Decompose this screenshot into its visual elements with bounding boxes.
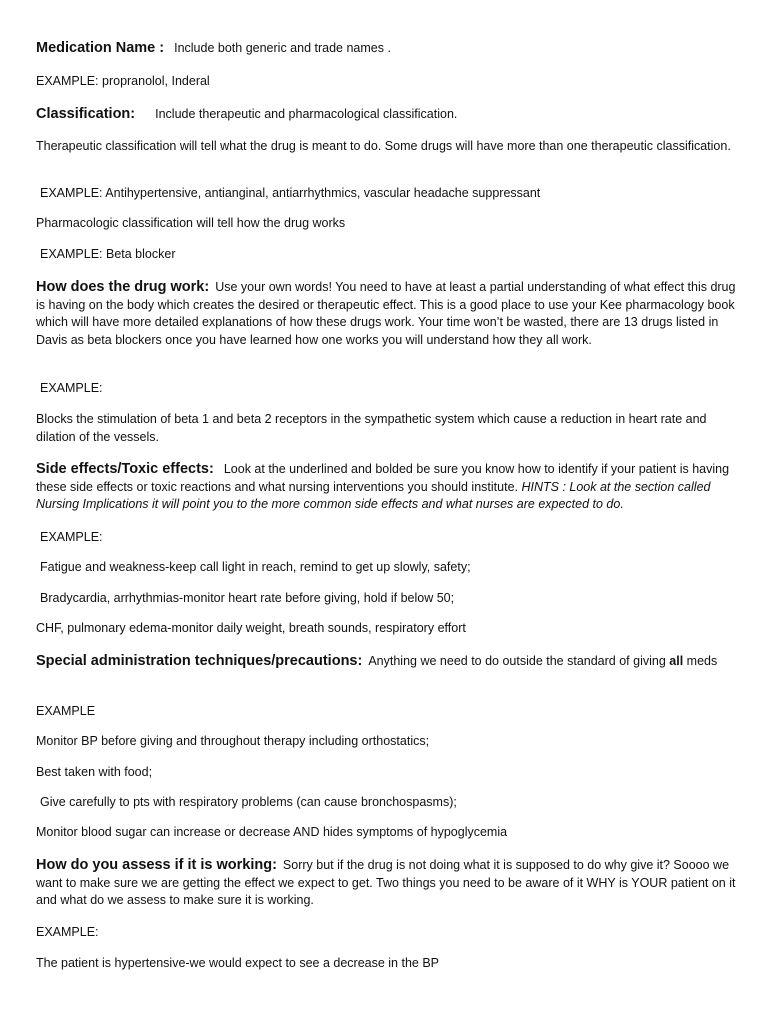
assess-section xyxy=(36,857,736,910)
side-effect-item: Bradycardia, arrhythmias-monitor heart rate before giving, hold if below 50; xyxy=(40,591,455,605)
medication-name-colon: : xyxy=(155,40,165,56)
special-administration-item: Best taken with food; xyxy=(36,765,153,779)
side-effects-text: Look at the underlined and bolded be sure you know how to identify if your patient is having these side effects or toxic reactions and what nursing interventions you should institute. xyxy=(36,462,730,494)
side-effects-hint: HINTS : Look at the section called Nursing Implications it will point you to the more common side effects and what nurses are expected to do. xyxy=(36,479,711,511)
therapeutic-classification-text: Therapeutic classification will tell what the drug is meant to do. Some drugs will have more than one therapeutic classification. xyxy=(36,139,731,153)
medication-name-heading: Medication Name xyxy=(36,40,156,56)
special-administration-item: Give carefully to pts with respiratory problems (can cause bronchospasms); xyxy=(40,795,457,809)
pharmacologic-classification-text: Pharmacologic classification will tell how the drug works xyxy=(36,216,346,230)
medication-example: EXAMPLE: propranolol, Inderal xyxy=(36,74,210,88)
pharmacologic-example: EXAMPLE: Beta blocker xyxy=(40,247,176,261)
special-administration-example-label: EXAMPLE xyxy=(36,704,96,718)
special-administration-heading: Special administration techniques/precautions xyxy=(36,653,358,669)
side-effects-section xyxy=(36,461,736,514)
drug-work-example-label: EXAMPLE: xyxy=(40,381,103,395)
medication-name-text: Include both generic and trade names . xyxy=(174,41,391,55)
assess-heading: How do you assess if it is working: xyxy=(36,857,277,873)
special-administration-section xyxy=(36,653,736,671)
special-administration-text-end: meds xyxy=(686,654,718,668)
therapeutic-example: EXAMPLE: Antihypertensive, antianginal, antiarrhythmics, vascular headache suppressant xyxy=(40,186,541,200)
side-effects-heading: Side effects/Toxic effects xyxy=(36,461,209,477)
classification-colon: : xyxy=(130,106,136,122)
classification-section xyxy=(36,106,736,124)
side-effect-item: CHF, pulmonary edema-monitor daily weight, breath sounds, respiratory effort xyxy=(36,621,466,635)
special-administration-text: Anything we need to do outside the standard of giving xyxy=(368,654,666,668)
drug-work-colon: : xyxy=(204,279,210,295)
special-administration-bold-word: all xyxy=(669,654,684,668)
assess-example: The patient is hypertensive-we would expect to see a decrease in the BP xyxy=(36,956,440,970)
side-effect-item: Fatigue and weakness-keep call light in reach, remind to get up slowly, safety; xyxy=(40,560,471,574)
classification-heading: Classification xyxy=(36,106,131,122)
drug-work-text: Use your own words! You need to have at least a partial understanding of what effect this drug is having on the body which creates the desired or therapeutic effect. This is a good place to use your Kee pharmacology book which will have more detailed explanations of how these drugs work. Your time won’t be wasted, there are 13 drugs listed in Davis as beta blockers once you have learned how one works you will understand how they all work. xyxy=(36,280,736,347)
drug-work-section xyxy=(36,279,736,349)
special-administration-colon: : xyxy=(357,653,363,669)
special-administration-item: Monitor blood sugar can increase or decrease AND hides symptoms of hypoglycemia xyxy=(36,825,508,839)
side-effects-example-label: EXAMPLE: xyxy=(40,530,103,544)
classification-text: Include therapeutic and pharmacological classification. xyxy=(155,107,458,121)
special-administration-item: Monitor BP before giving and throughout therapy including orthostatics; xyxy=(36,734,430,748)
assess-text: Sorry but if the drug is not doing what it is supposed to do why give it? Soooo we want to make sure we are getting the effect we expect to get. Two things you need to be aware of it WHY is YOUR patient on it and what do we assess to make sure it is working. xyxy=(36,858,736,907)
drug-work-example: Blocks the stimulation of beta 1 and beta 2 receptors in the sympathetic system which cause a reduction in heart rate and dilation of the vessels. xyxy=(36,412,707,444)
assess-example-label: EXAMPLE: xyxy=(36,925,99,939)
medication-name-section xyxy=(36,40,736,58)
side-effects-colon: : xyxy=(209,461,214,477)
drug-work-heading: How does the drug work xyxy=(36,279,205,295)
